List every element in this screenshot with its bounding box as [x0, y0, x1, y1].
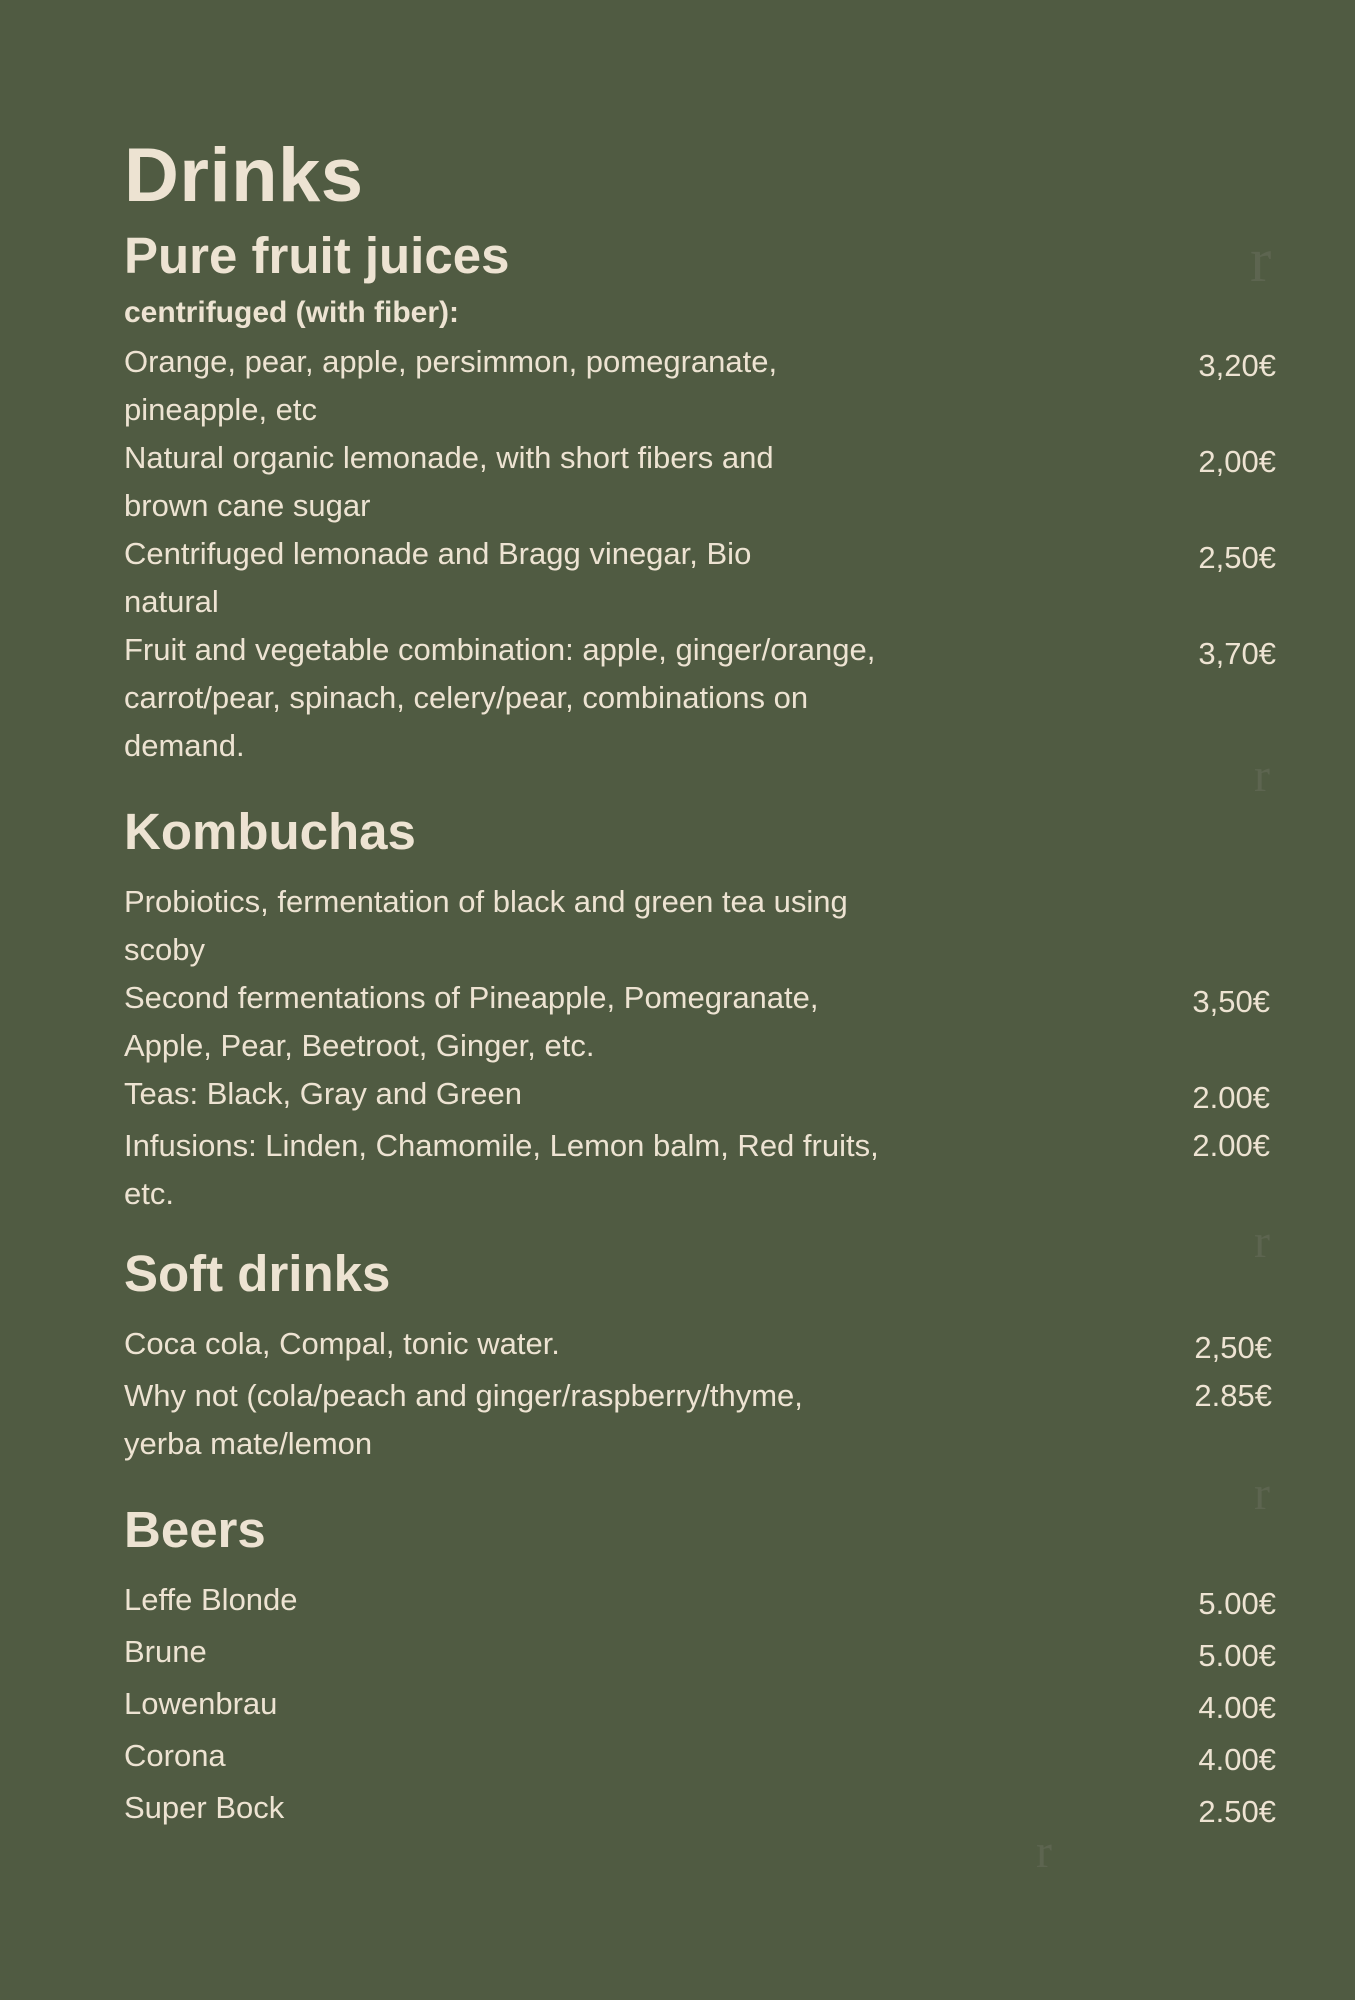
item-price: 3,20€: [1198, 348, 1276, 383]
section-soft-drinks: [124, 1242, 1276, 1468]
item-description: Super Bock: [124, 1790, 285, 1825]
drinks-menu: [124, 128, 1276, 1836]
menu-item: [124, 1070, 1276, 1122]
decorative-mark: r: [1254, 1215, 1270, 1268]
section-title: Pure fruit juices: [124, 227, 510, 284]
menu-item: [124, 434, 1276, 530]
section-kombuchas: [124, 800, 1276, 1218]
menu-item: [124, 1732, 1276, 1784]
section-beers: [124, 1498, 1276, 1836]
item-description: Coca cola, Compal, tonic water.: [124, 1326, 560, 1361]
menu-item: [124, 530, 1276, 626]
item-price: 4.00€: [1198, 1690, 1276, 1725]
item-price: [1270, 878, 1276, 882]
item-price: 2.00€: [1192, 1080, 1270, 1115]
menu-item: [124, 626, 1276, 770]
menu-item: [124, 1372, 1276, 1468]
item-description: Infusions: Linden, Chamomile, Lemon balm, Red fruits, etc.: [124, 1128, 879, 1211]
menu-item: [124, 1784, 1276, 1836]
menu-item: [124, 1680, 1276, 1732]
item-description: Lowenbrau: [124, 1686, 278, 1721]
item-description: Fruit and vegetable combination: apple, ginger/orange, carrot/pear, spinach, celery/pear, combinations on demand.: [124, 632, 876, 763]
section-title: Kombuchas: [124, 803, 416, 860]
decorative-mark: r: [1036, 1825, 1052, 1878]
menu-item: [124, 1122, 1276, 1218]
item-price: 2.00€: [1192, 1128, 1270, 1163]
page-title: Drinks: [124, 133, 364, 218]
item-price: 2,00€: [1198, 444, 1276, 479]
item-price: 2,50€: [1198, 540, 1276, 575]
section-title: Soft drinks: [124, 1245, 391, 1302]
item-description: Probiotics, fermentation of black and green tea using scoby: [124, 884, 848, 967]
item-description: Teas: Black, Gray and Green: [124, 1076, 523, 1111]
item-price: 5.00€: [1198, 1638, 1276, 1673]
item-description: Orange, pear, apple, persimmon, pomegranate, pineapple, etc: [124, 344, 778, 427]
menu-item: [124, 974, 1276, 1070]
item-price: 3,70€: [1198, 636, 1276, 671]
item-price: 3,50€: [1192, 984, 1270, 1019]
section-pure-fruit-juices: [124, 224, 1276, 770]
menu-item: [124, 1320, 1276, 1372]
item-description: Second fermentations of Pineapple, Pomegranate, Apple, Pear, Beetroot, Ginger, etc.: [124, 980, 819, 1063]
item-description: Brune: [124, 1634, 207, 1669]
item-price: 5.00€: [1198, 1586, 1276, 1621]
decorative-mark: r: [1254, 1467, 1270, 1520]
item-price: 2,50€: [1194, 1330, 1272, 1365]
item-description: Why not (cola/peach and ginger/raspberry/thyme, yerba mate/lemon: [124, 1378, 803, 1461]
item-price: 2.50€: [1198, 1794, 1276, 1829]
section-title: Beers: [124, 1501, 266, 1558]
decorative-mark: r: [1250, 224, 1272, 295]
item-price: 2.85€: [1194, 1378, 1272, 1413]
menu-item: [124, 1576, 1276, 1628]
menu-item: [124, 338, 1276, 434]
decorative-mark: r: [1254, 749, 1270, 802]
menu-item: [124, 878, 1276, 974]
item-description: Centrifuged lemonade and Bragg vinegar, Bio natural: [124, 536, 752, 619]
menu-item: [124, 1628, 1276, 1680]
item-price: 4.00€: [1198, 1742, 1276, 1777]
section-subtitle: centrifuged (with fiber):: [124, 296, 459, 329]
item-description: Corona: [124, 1738, 226, 1773]
item-description: Leffe Blonde: [124, 1582, 298, 1617]
item-description: Natural organic lemonade, with short fibers and brown cane sugar: [124, 440, 774, 523]
